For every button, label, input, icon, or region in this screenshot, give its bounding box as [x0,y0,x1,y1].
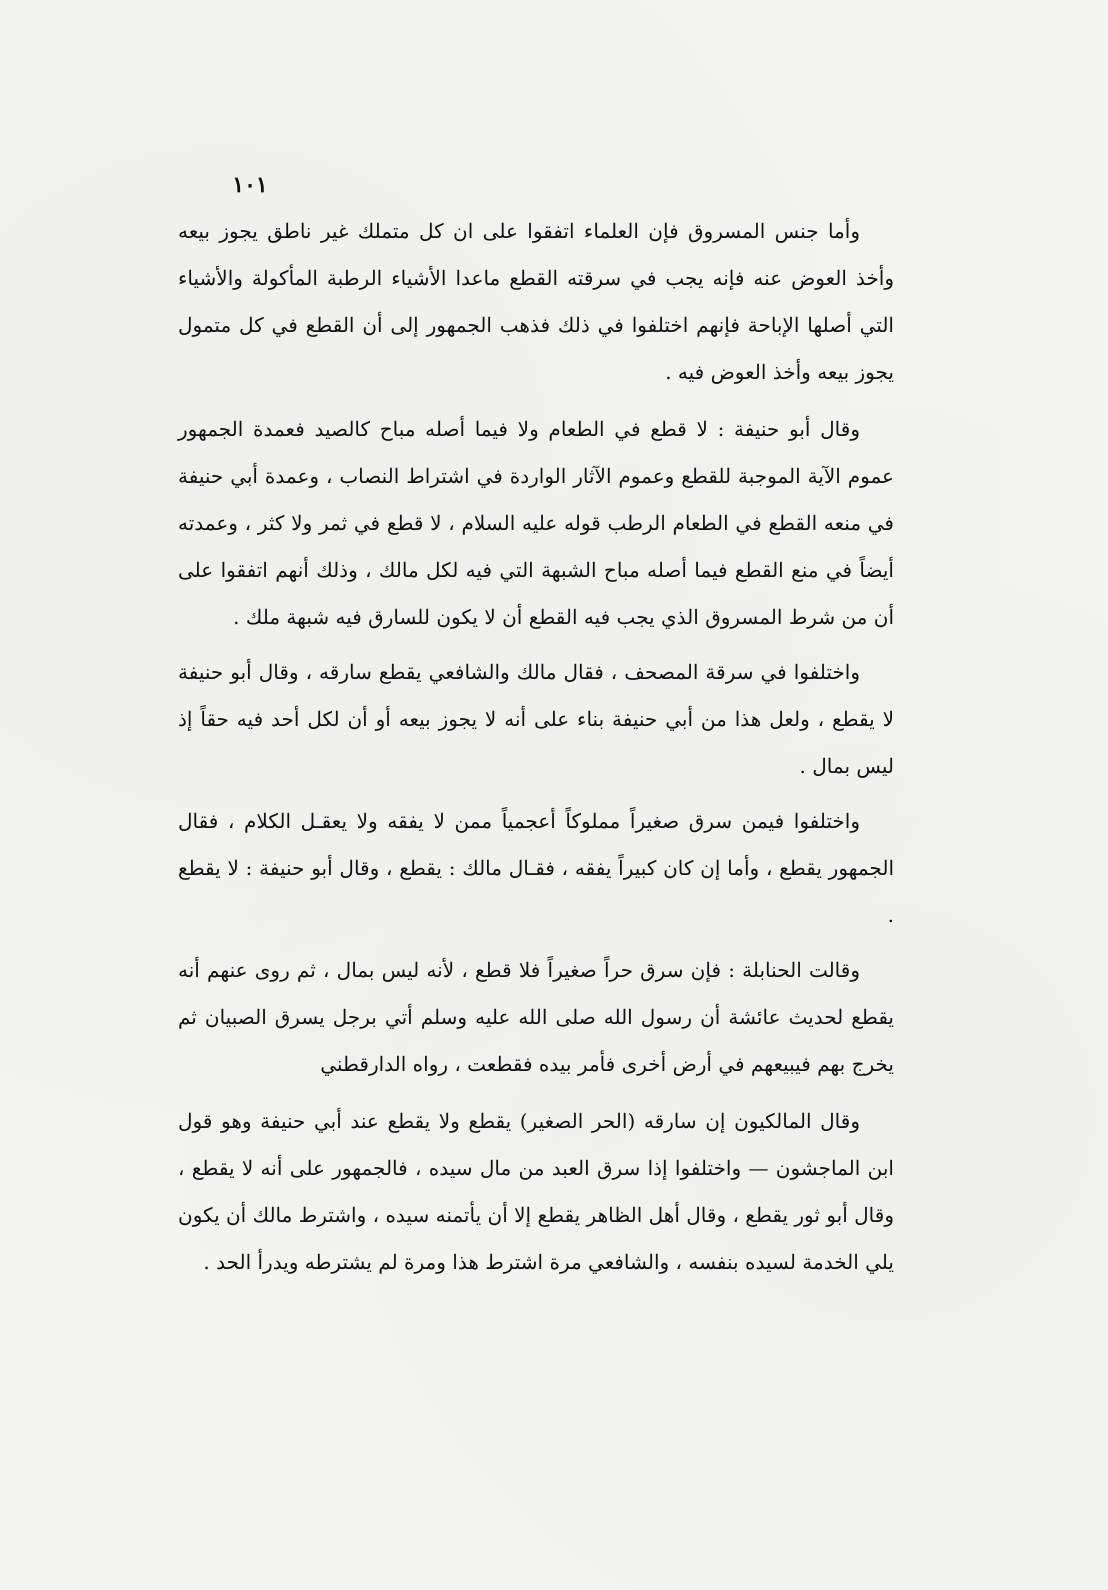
body-text [178,208,894,1294]
paragraph-3: واختلفوا في سرقة المصحف ، فقال مالك والشافعي يقطع سارقه ، وقال أبو حنيفة لا يقطع ، ولعل هذا من أبي حنيفة بناء على أنه لا يجوز بيعه أو أن لكل أحد فيه حقاً إذ ليس بمال . [178,660,894,778]
paragraph-5: وقالت الحنابلة : فإن سرق حراً صغيراً فلا قطع ، لأنه ليس بمال ، ثم روى عنهم أنه يقطع لحديث عائشة أن رسول الله صلى الله عليه وسلم أتي برجل يسرق الصبيان ثم يخرج بهم فيبيعهم في أرض أخرى فأمر بيده فقطعت ، رواه الدارقطني [178,958,894,1076]
paragraph-6: وقال المالكيون إن سارقه (الحر الصغير) يقطع ولا يقطع عند أبي حنيفة وهو قول ابن الماجشون — واختلفوا إذا سرق العبد من مال سيده ، فالجمهور على أنه لا يقطع ، وقال أبو ثور يقطع ، وقال أهل الظاهر يقطع إلا أن يأتمنه سيده ، واشترط مالك أن يكون يلي الخدمة لسيده بنفسه ، والشافعي مرة اشترط هذا ومرة لم يشترطه ويدرأ الحد . [178,1109,894,1274]
paragraph-2: وقال أبو حنيفة : لا قطع في الطعام ولا فيما أصله مباح كالصيد فعمدة الجمهور عموم الآية الموجبة للقطع وعموم الآثار الواردة في اشتراط النصاب ، وعمدة أبي حنيفة في منعه القطع في الطعام الرطب قوله عليه السلام ، لا قطع في ثمر ولا كثر ، وعمدته أيضاً في منع القطع فيما أصله مباح الشبهة التي فيه لكل مالك ، وذلك أنهم اتفقوا على أن من شرط المسروق الذي يجب فيه القطع أن لا يكون للسارق فيه شبهة ملك . [178,417,894,629]
paragraph-4: واختلفوا فيمن سرق صغيراً مملوكاً أعجمياً ممن لا يفقه ولا يعقـل الكلام ، فقال الجمهور يقطع ، وأما إن كان كبيراً يفقه ، فقـال مالك : يقطع ، وقال أبو حنيفة : لا يقطع . [178,809,894,927]
paragraph-1: وأما جنس المسروق فإن العلماء اتفقوا على ان كل متملك غير ناطق يجوز بيعه وأخذ العوض عنه فإنه يجب في سرقته القطع ماعدا الأشياء الرطبة المأكولة والأشياء التي أصلها الإباحة فإنهم اختلفوا في ذلك فذهب الجمهور إلى أن القطع في كل متمول يجوز بيعه وأخذ العوض فيه . [178,219,894,384]
page-number: ١٠١ [232,172,268,198]
